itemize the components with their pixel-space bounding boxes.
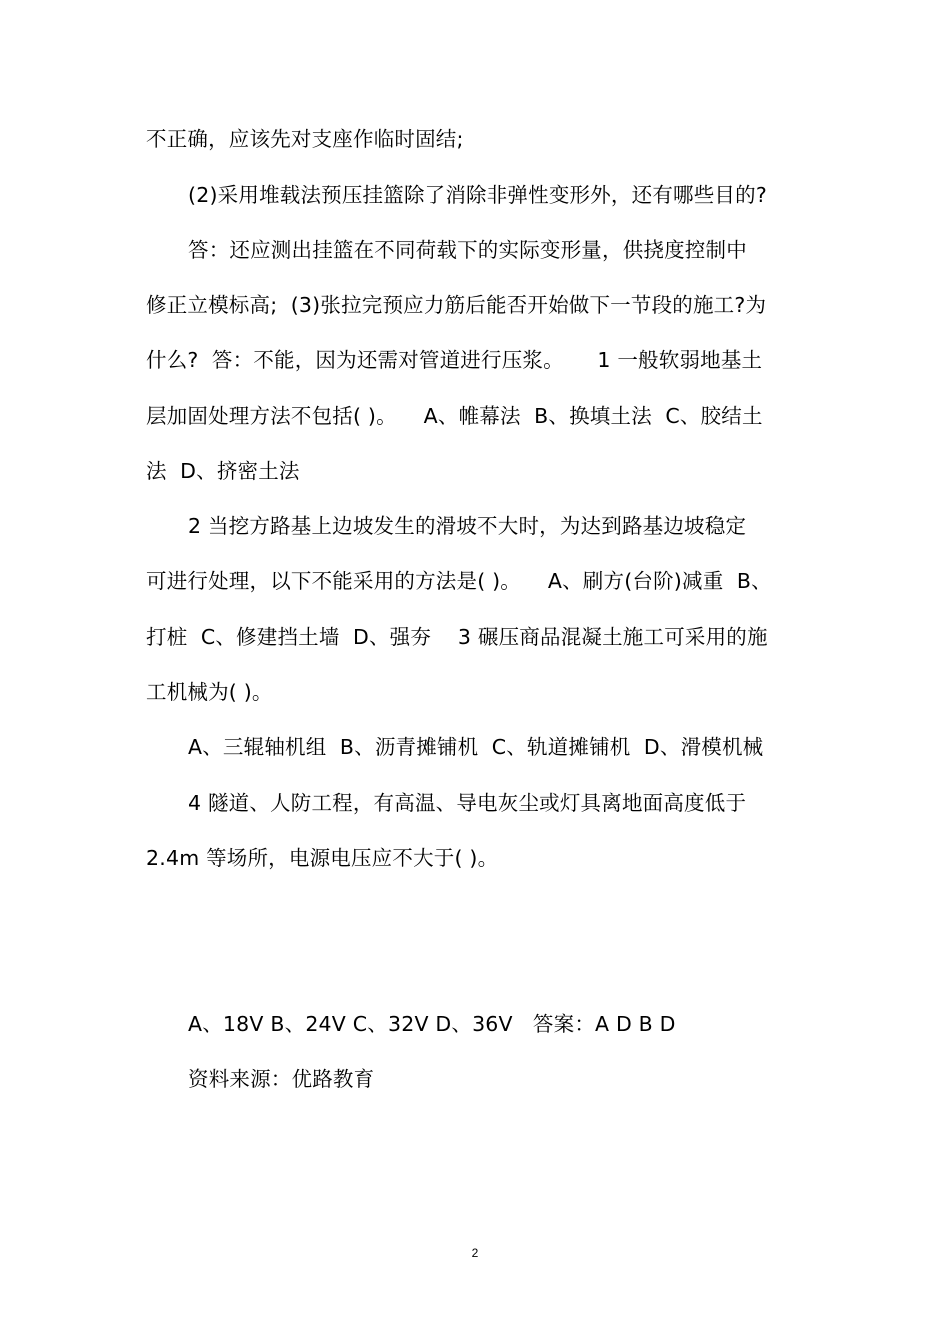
text-line-1: 不正确，应该先对支座作临时固结; <box>146 127 464 151</box>
text-line-4: 修正立模标高; (3)张拉完预应力筋后能否开始做下一节段的施工?为 <box>146 293 767 317</box>
text-line-5: 什么? 答：不能，因为还需对管道进行压浆。 1 一般软弱地基土 <box>146 348 763 372</box>
text-line-2: (2)采用堆载法预压挂篮除了消除非弹性变形外，还有哪些目的? <box>188 183 767 207</box>
text-line-12: A、三辊轴机组 B、沥青摊铺机 C、轨道摊铺机 D、滑模机械 <box>188 735 764 759</box>
text-line-13: 4 隧道、人防工程，有高温、导电灰尘或灯具离地面高度低于 <box>188 791 747 815</box>
page-number: 2 <box>471 1246 479 1260</box>
text-line-3: 答：还应测出挂篮在不同荷载下的实际变形量，供挠度控制中 <box>188 238 747 262</box>
text-line-6: 层加固处理方法不包括( )。 A、帷幕法 B、换填土法 C、胶结土 <box>146 404 763 428</box>
text-line-11: 工机械为( )。 <box>146 680 273 704</box>
text-line-16: 资料来源：优路教育 <box>188 1067 375 1091</box>
text-line-9: 可进行处理，以下不能采用的方法是( )。 A、刷方(台阶)减重 B、 <box>146 569 772 593</box>
text-line-15: A、18V B、24V C、32V D、36V 答案：A D B D <box>188 1012 676 1036</box>
text-line-14: 2.4m 等场所，电源电压应不大于( )。 <box>146 846 499 870</box>
text-line-7: 法 D、挤密土法 <box>146 459 300 483</box>
text-line-8: 2 当挖方路基上边坡发生的滑坡不大时，为达到路基边坡稳定 <box>188 514 747 538</box>
text-line-10: 打桩 C、修建挡土墙 D、强夯 3 碾压商品混凝土施工可采用的施 <box>146 625 768 649</box>
